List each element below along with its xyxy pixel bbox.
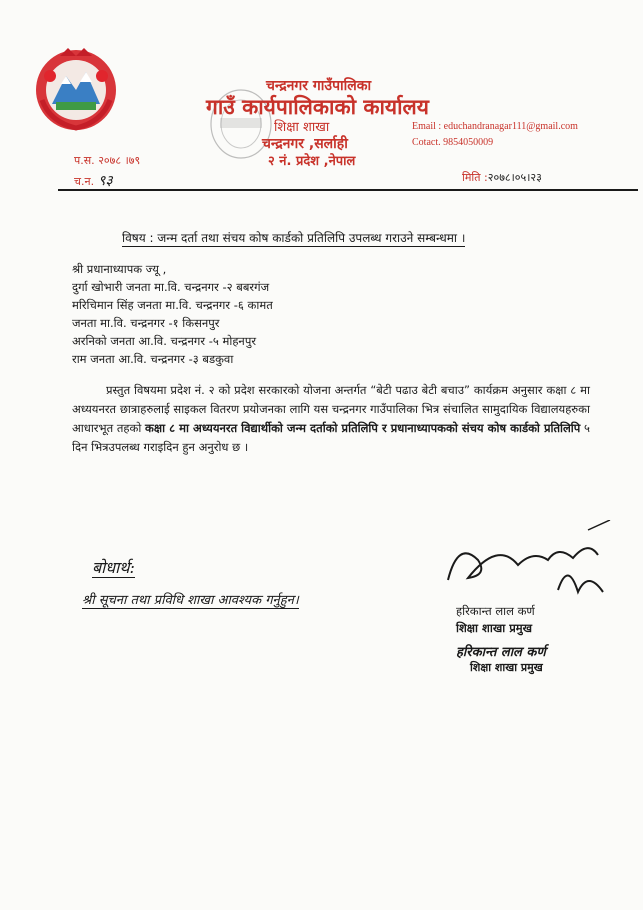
header-divider: [58, 189, 638, 191]
office-province: २ नं. प्रदेश ,नेपाल: [268, 154, 356, 169]
recipient-line: राम जनता आ.वि. चन्द्रनगर -३ बडकुवा: [72, 352, 234, 366]
dispatch-number-label: च.न.: [74, 175, 95, 188]
signatory-name: हरिकान्त लाल कर्ण: [456, 604, 535, 618]
signature: [438, 520, 618, 610]
municipality-name: चन्द्रनगर गाउँपालिका: [266, 78, 372, 94]
dispatch-number: [74, 171, 113, 190]
letter-body: [72, 381, 590, 457]
body-bold-text: कक्षा ८ मा अध्ययनरत विद्यार्थीको जन्म दर्ताको प्रतिलिपि र प्रधानाध्यापकको संचय कोष कार्डको प्रतिलिपि: [145, 421, 581, 435]
office-name: गाउँ कार्यपालिकाको कार्यालय: [206, 95, 429, 119]
recipient-line: जनता मा.वि. चन्द्रनगर -१ किसनपुर: [72, 316, 220, 330]
branch-name: शिक्षा शाखा: [274, 120, 330, 135]
office-location: चन्द्रनगर ,सर्लाही: [262, 136, 348, 152]
body-text: प्रस्तुत विषयमा प्रदेश नं. २ को प्रदेश सरकारको योजना अन्तर्गत “बेटी पढाउ बेटी बचाउ” कार्यक्रम अनुसार कक्षा ८ मा अध्ययनरत छात्राहरुलाई साइकल वितरण प्रयोजनका लागि यस चन्द्रनगर गाउँपालिका भित्र संचालित सामुदायिक विद्यालयहरुका आधारभूत तहको: [72, 383, 590, 435]
dispatch-number-value: ९३: [98, 173, 113, 189]
office-email: Email : educhandranagar111@gmail.com: [412, 121, 578, 132]
body-text-end: ५ दिन भित्रउपलब्ध गराइदिन हुन अनुरोध छ ।: [72, 421, 590, 454]
signatory-title: शिक्षा शाखा प्रमुख: [456, 621, 533, 635]
cc-note-body: श्री सूचना तथा प्रविधि शाखा आवश्यक गर्नुहुन।: [82, 593, 299, 608]
letter-subject: [122, 229, 465, 246]
nepal-emblem-icon: [30, 42, 122, 134]
recipient-line: दुर्गा खोभारी जनता मा.वि. चन्द्रनगर -२ बबरगंज: [72, 280, 270, 294]
cc-note-text: [82, 590, 299, 608]
signatory-stamp-title: शिक्षा शाखा प्रमुख: [470, 661, 543, 674]
letter-date-value: २०७८।०५।२३: [487, 171, 542, 184]
letter-date: [462, 170, 542, 185]
cc-note-title: [92, 556, 135, 578]
fiscal-year-label: प.स.: [74, 154, 95, 167]
cc-note-title-text: बोधार्थ:: [92, 558, 135, 577]
fiscal-year-value: २०७८ ।७९: [98, 154, 141, 167]
recipient-line: श्री प्रधानाध्यापक ज्यू ,: [72, 262, 167, 276]
office-contact: Cotact. 9854050009: [412, 137, 494, 148]
recipient-line: मरिचिमान सिंह जनता मा.वि. चन्द्रनगर -६ कामत: [72, 298, 273, 312]
signatory-stamp-name: हरिकान्त लाल कर्ण: [456, 645, 546, 660]
letter-subject-text: विषय : जन्म दर्ता तथा संचय कोष कार्डको प्रतिलिपि उपलब्ध गराउने सम्बन्धमा ।: [122, 231, 466, 245]
recipient-line: अरनिको जनता आ.वि. चन्द्रनगर -५ मोहनपुर: [72, 334, 257, 348]
fiscal-year: [74, 153, 140, 168]
letter-date-label: मिति :: [462, 171, 488, 184]
